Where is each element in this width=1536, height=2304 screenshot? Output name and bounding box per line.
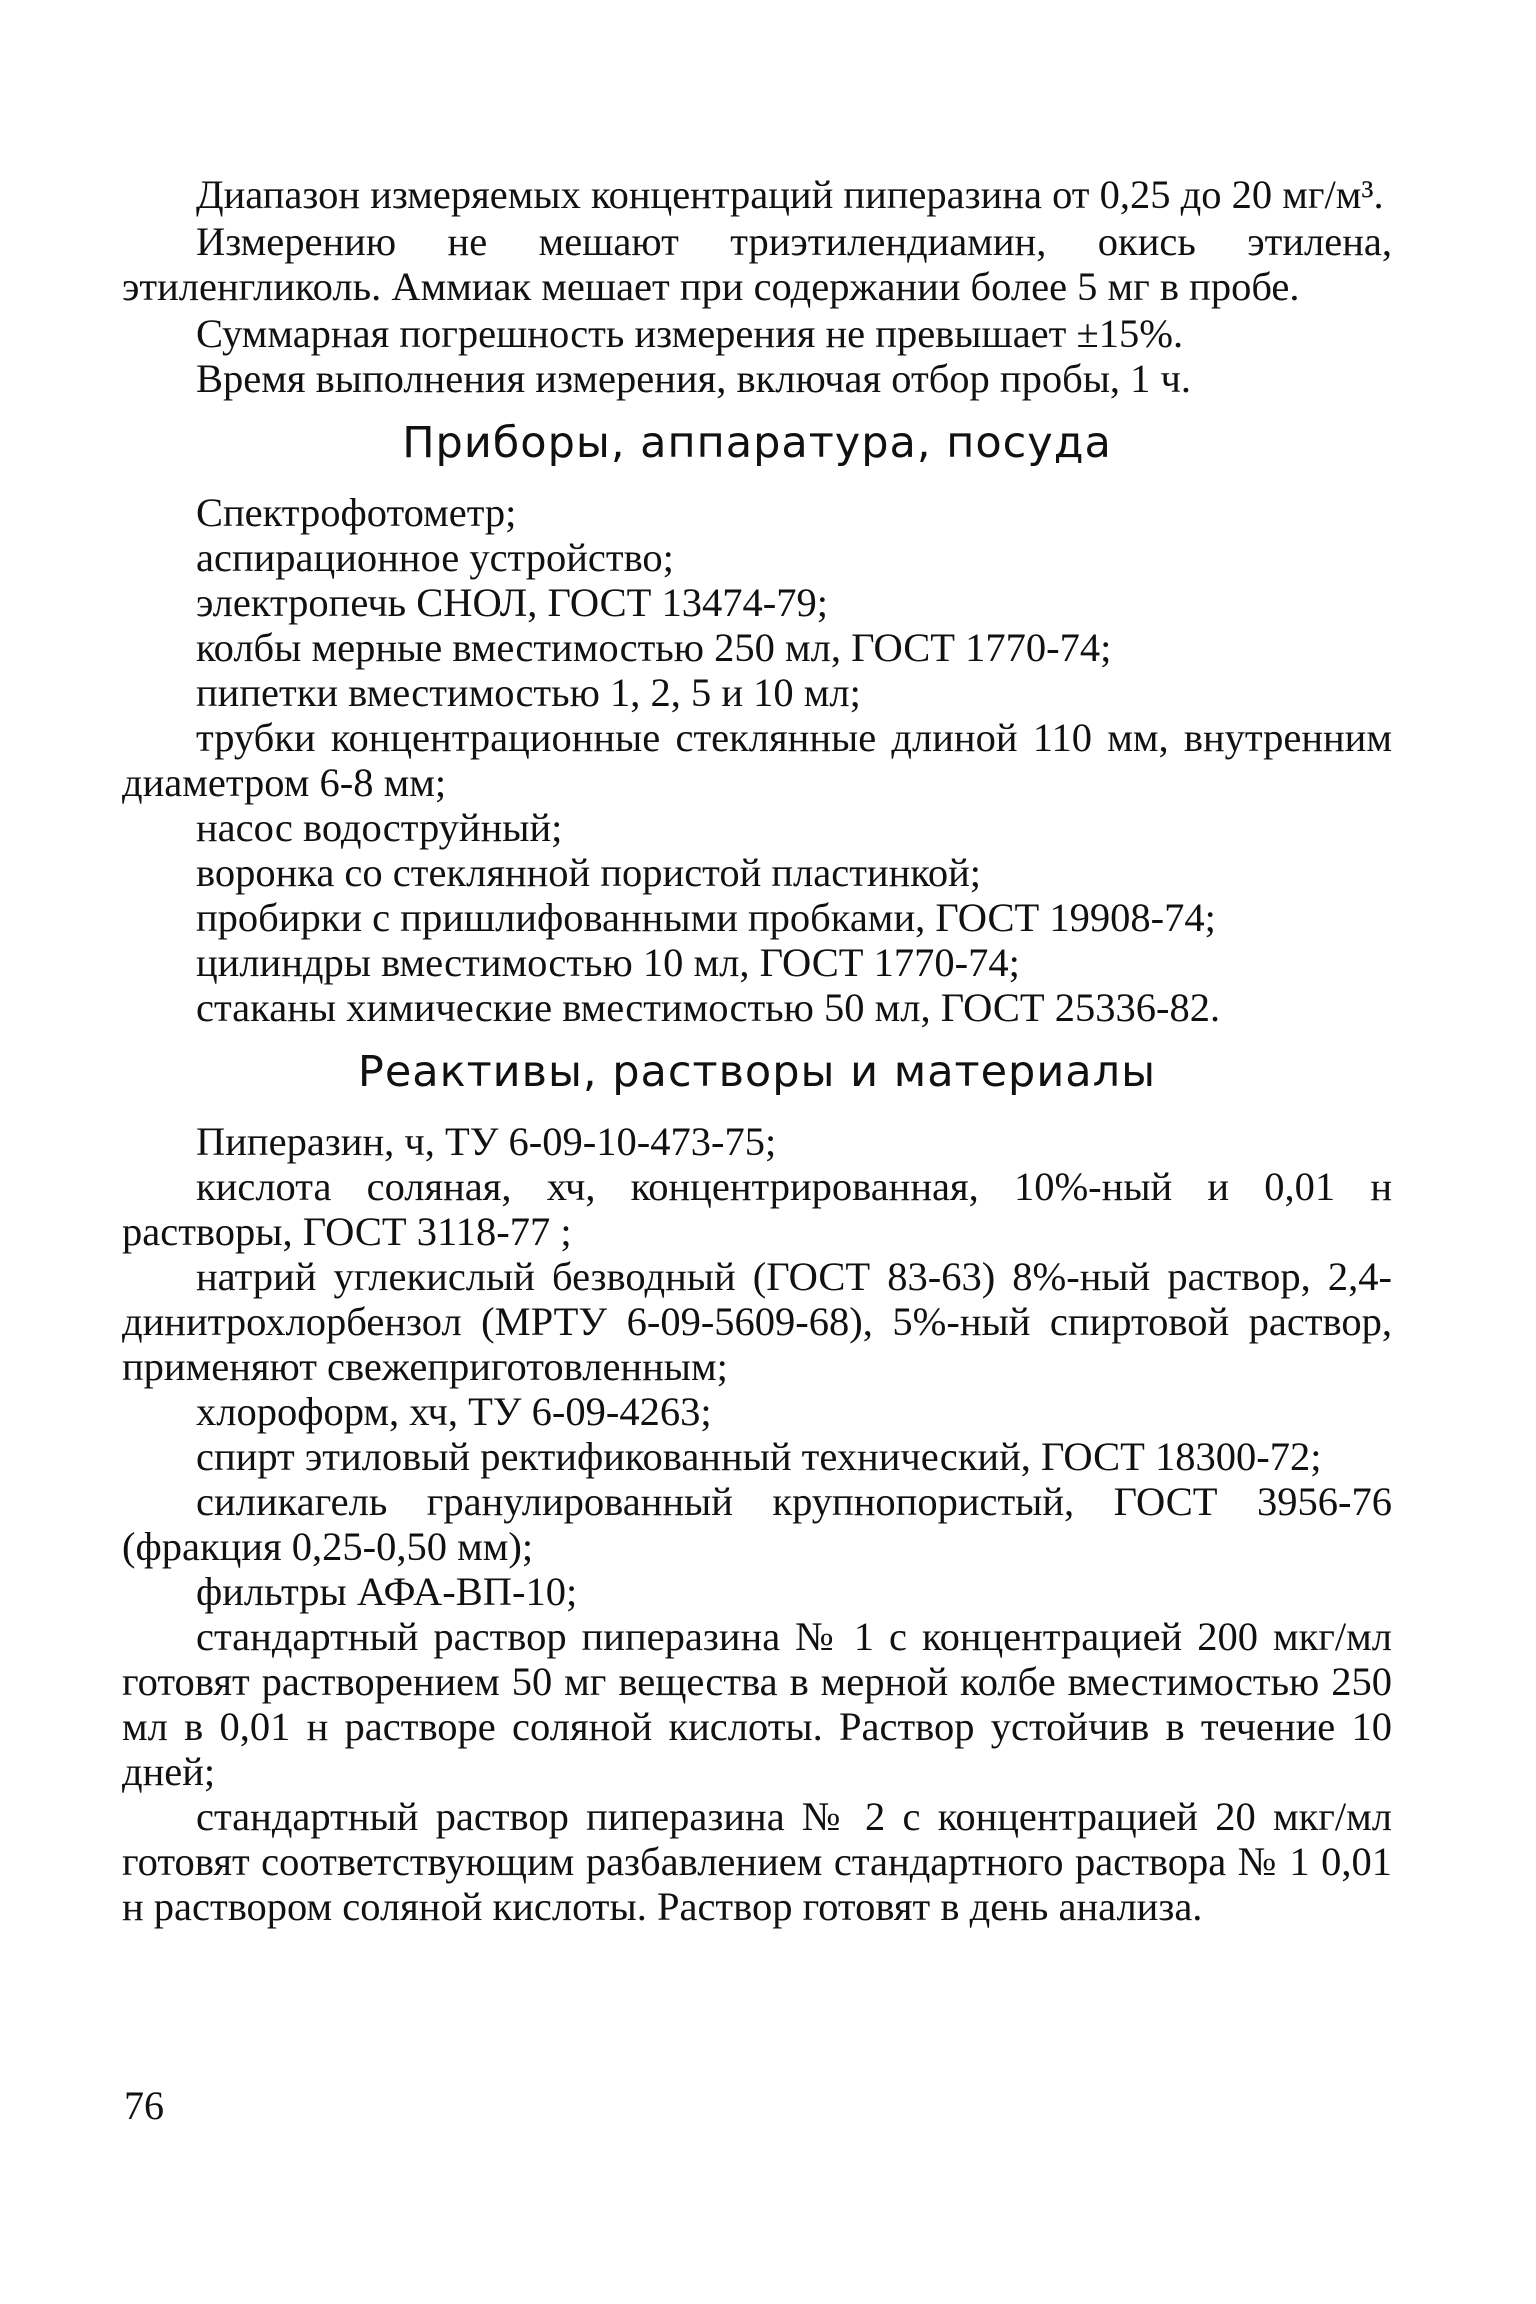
section-heading-equipment: Приборы, аппаратура, посуда	[402, 418, 1112, 468]
list-item: фильтры АФА-ВП-10;	[196, 1569, 578, 1614]
list-item: воронка со стеклянной пористой пластинкой;	[196, 850, 982, 895]
list-item: электропечь СНОЛ, ГОСТ 13474-79;	[196, 580, 829, 625]
list-item: пробирки с пришлифованными пробками, ГОСТ 19908-74;	[196, 895, 1216, 940]
section-heading-reagents: Реактивы, растворы и материалы	[357, 1047, 1157, 1097]
list-item: аспирационное устройство;	[196, 535, 674, 580]
list-item: пипетки вместимостью 1, 2, 5 и 10 мл;	[196, 670, 861, 715]
paragraph-interference: Измерению не мешают триэтилендиамин, окись этилена, этиленгликоль. Аммиак мешает при содержании более 5 мг в пробе.	[122, 219, 1392, 309]
list-item: Пиперазин, ч, ТУ 6-09-10-473-75;	[196, 1119, 777, 1164]
list-item: стандартный раствор пиперазина № 1 с концентрацией 200 мкг/мл готовят растворением 50 мг вещества в мерной колбе вместимостью 250 мл в 0,01 н растворе соляной кислоты. Раствор устойчив в течение 10 дней;	[122, 1614, 1392, 1794]
list-item: стаканы химические вместимостью 50 мл, ГОСТ 25336-82.	[196, 985, 1221, 1030]
paragraph-range: Диапазон измеряемых концентраций пиперазина от 0,25 до 20 мг/м³.	[196, 172, 1384, 217]
list-item: насос водоструйный;	[196, 805, 563, 850]
paragraph-duration: Время выполнения измерения, включая отбор пробы, 1 ч.	[196, 356, 1192, 401]
page-number: 76	[124, 2083, 164, 2128]
list-item: хлороформ, хч, ТУ 6-09-4263;	[196, 1389, 712, 1434]
list-item: натрий углекислый безводный (ГОСТ 83-63) 8%-ный раствор, 2,4-динитрохлорбензол (МРТУ 6-09-5609-68), 5%-ный спиртовой раствор, применяют свежеприготовленным;	[122, 1254, 1392, 1389]
list-item: силикагель гранулированный крупнопористый, ГОСТ 3956-76 (фракция 0,25-0,50 мм);	[122, 1479, 1392, 1569]
list-item: кислота соляная, хч, концентрированная, 10%-ный и 0,01 н растворы, ГОСТ 3118-77 ;	[122, 1164, 1392, 1254]
list-item: цилиндры вместимостью 10 мл, ГОСТ 1770-74;	[196, 940, 1020, 985]
list-item: спирт этиловый ректификованный технический, ГОСТ 18300-72;	[196, 1434, 1322, 1479]
list-item: трубки концентрационные стеклянные длиной 110 мм, внутренним диаметром 6-8 мм;	[122, 715, 1392, 805]
list-item: Спектрофотометр;	[196, 490, 517, 535]
list-item: стандартный раствор пиперазина № 2 с концентрацией 20 мкг/мл готовят соответствующим разбавлением стандартного раствора № 1 0,01 н раствором соляной кислоты. Раствор готовят в день анализа.	[122, 1794, 1392, 1929]
list-item: колбы мерные вместимостью 250 мл, ГОСТ 1770-74;	[196, 625, 1112, 670]
page-body	[122, 172, 1392, 1929]
paragraph-error: Суммарная погрешность измерения не превышает ±15%.	[196, 311, 1184, 356]
